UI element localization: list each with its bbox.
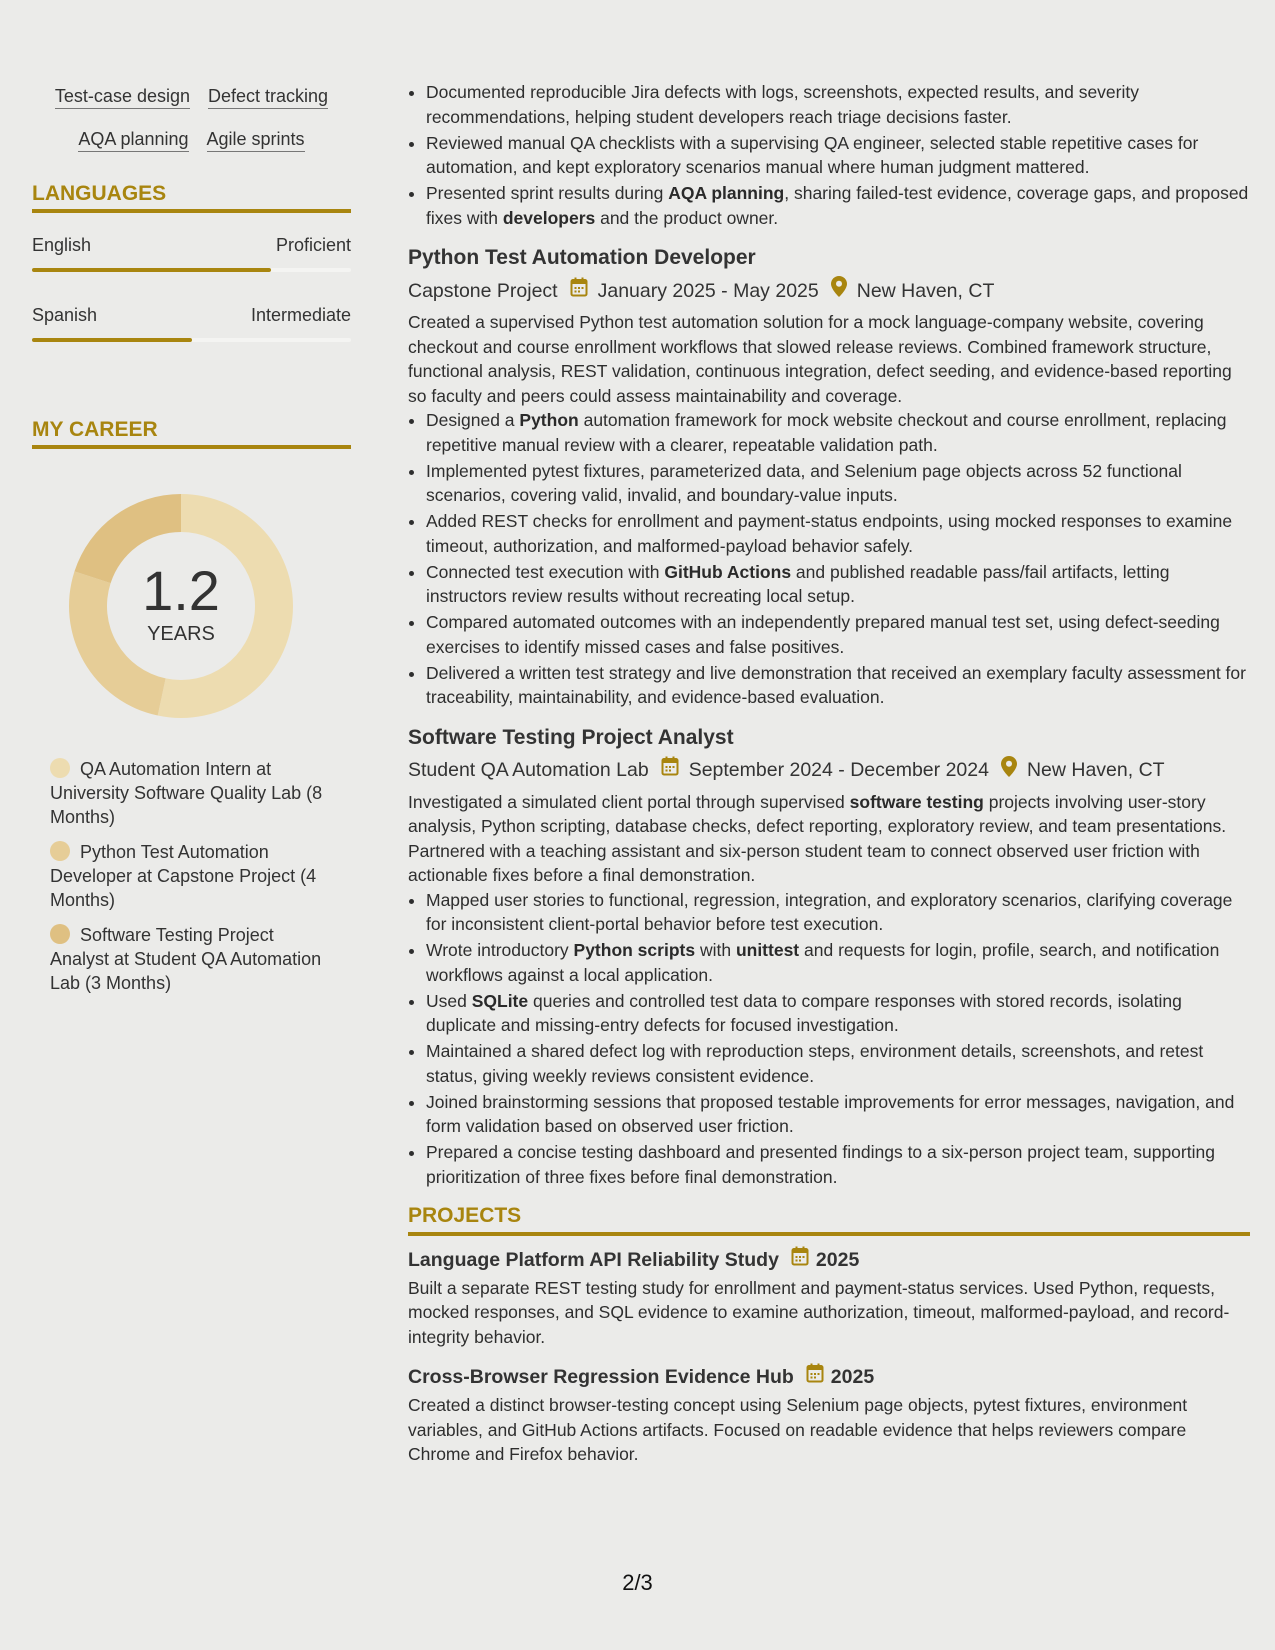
project-header bbox=[408, 1246, 1250, 1274]
projects-heading: PROJECTS bbox=[408, 1204, 1250, 1236]
legend-label: Software Testing Project Analyst at Student QA Automation Lab (3 Months) bbox=[50, 925, 322, 993]
calendar-icon bbox=[791, 1246, 809, 1274]
project-year: 2025 bbox=[815, 1248, 860, 1271]
language-bar bbox=[32, 268, 351, 272]
sidebar bbox=[32, 0, 351, 1006]
project-description: Built a separate REST testing study for enrollment and payment-status services. Used Python, requests, mocked responses, and SQL evidence to examine authorization, timeout, malformed-payload, and record-integrity behavior. bbox=[408, 1277, 1230, 1347]
job-company: Student QA Automation Lab bbox=[408, 759, 649, 781]
skill-tag: AQA planning bbox=[78, 129, 188, 152]
job-dates: September 2024 - December 2024 bbox=[688, 759, 989, 781]
language-bar-fill bbox=[32, 268, 271, 272]
skill-tag: Agile sprints bbox=[207, 129, 305, 152]
legend-dot bbox=[50, 841, 70, 861]
bullet-item: • Wrote introductory Python scripts with unittest and requests for login, profile, search, and notification workflows against a local application. bbox=[426, 938, 1250, 987]
bullet-item: • Presented sprint results during AQA planning, sharing failed-test evidence, coverage gaps, and proposed fixes with developers and the product owner. bbox=[426, 181, 1250, 230]
language-name: English bbox=[32, 235, 92, 255]
bullet-item: • Implemented pytest fixtures, parameterized data, and Selenium page objects across 52 functional scenarios, covering valid, invalid, and boundary-value inputs. bbox=[426, 459, 1250, 508]
bullet-item: • Documented reproducible Jira defects with logs, screenshots, expected results, and severity recommendations, helping student developers reach triage decisions faster. bbox=[426, 80, 1250, 129]
legend-label: Python Test Automation Developer at Capstone Project (4 Months) bbox=[50, 842, 317, 910]
calendar-icon bbox=[661, 756, 679, 784]
skills-list bbox=[32, 86, 351, 152]
language-item bbox=[32, 305, 351, 342]
bullet-item: • Mapped user stories to functional, regression, integration, and exploratory scenarios, clarifying coverage for inconsistent client-portal behavior before test execution. bbox=[426, 888, 1250, 937]
map-pin-icon bbox=[831, 276, 847, 305]
legend-dot bbox=[50, 758, 70, 778]
bullet-item: • Reviewed manual QA checklists with a supervising QA engineer, selected stable repetitive cases for automation, and kept exploratory scenarios manual where human judgment mattered. bbox=[426, 131, 1250, 180]
legend-dot bbox=[50, 924, 70, 944]
job-description: Investigated a simulated client portal through supervised software testing projects involving user-story analysis, Python scripting, database checks, defect reporting, exploratory review, and team presentations. Partnered with a teaching assistant and six-person student team to connect observed user friction with actionable fixes before a final demonstration. bbox=[408, 791, 1227, 885]
bullet-item: • Added REST checks for enrollment and payment-status endpoints, using mocked responses to examine timeout, authorization, and malformed-payload behavior safely. bbox=[426, 509, 1250, 558]
job-title: Software Testing Project Analyst bbox=[408, 725, 734, 749]
bullet-item: • Delivered a written test strategy and live demonstration that received an exemplary faculty assessment for traceability, maintainability, and evidence-based evaluation. bbox=[426, 661, 1250, 710]
language-item bbox=[32, 235, 351, 272]
job-meta bbox=[408, 756, 1250, 785]
job-entry bbox=[408, 724, 1250, 1190]
map-pin-icon bbox=[1001, 756, 1017, 785]
project-title: Cross-Browser Regression Evidence Hub bbox=[408, 1366, 794, 1388]
job-dates: January 2025 - May 2025 bbox=[597, 279, 819, 302]
career-total-value: 1.2 bbox=[142, 559, 220, 622]
bullet-item: • Connected test execution with GitHub Actions and published readable pass/fail artifacts, letting instructors review results without recreating local setup. bbox=[426, 560, 1250, 609]
bullet-item: • Compared automated outcomes with an independently prepared manual test set, using defect-seeding exercises to identify missed cases and false positives. bbox=[426, 610, 1250, 659]
skill-tag: Defect tracking bbox=[208, 86, 328, 109]
job-location: New Haven, CT bbox=[1026, 759, 1165, 781]
bullet-item: • Maintained a shared defect log with reproduction steps, environment details, screenshots, and retest status, giving weekly reviews consistent evidence. bbox=[426, 1039, 1250, 1088]
project-description: Created a distinct browser-testing concept using Selenium page objects, pytest fixtures, environment variables, and GitHub Actions artifacts. Focused on readable evidence that helps reviewers compare Chrome and Firefox behavior. bbox=[408, 1395, 1188, 1464]
language-bar-fill bbox=[32, 338, 192, 342]
calendar-icon bbox=[806, 1363, 824, 1391]
languages-heading: LANGUAGES bbox=[32, 182, 351, 213]
job-bullets bbox=[408, 888, 1250, 1190]
bullet-item: • Designed a Python automation framework for mock website checkout and course enrollment, replacing repetitive manual review with a clearer, repeatable validation path. bbox=[426, 408, 1250, 457]
legend-item bbox=[50, 840, 330, 912]
language-bar bbox=[32, 338, 351, 342]
project-entry bbox=[408, 1246, 1250, 1350]
project-title: Language Platform API Reliability Study bbox=[408, 1248, 779, 1271]
job-company: Capstone Project bbox=[408, 279, 558, 302]
career-legend bbox=[50, 757, 330, 995]
language-name: Spanish bbox=[32, 305, 98, 325]
job-description: Created a supervised Python test automation solution for a mock language-company website, covering checkout and course enrollment workflows that slowed release reviews. Combined framework structure, functional analysis, REST validation, continuous integration, defect seeding, and evidence-based reporting so faculty and peers could assess maintainability and coverage. bbox=[408, 312, 1232, 406]
legend-item bbox=[50, 757, 330, 829]
career-total bbox=[66, 491, 296, 721]
bullet-item: • Prepared a concise testing dashboard and presented findings to a six-person project team, supporting prioritization of three fixes before final demonstration. bbox=[426, 1140, 1250, 1189]
legend-label: QA Automation Intern at University Software Quality Lab (8 Months) bbox=[50, 759, 323, 827]
career-total-unit: YEARS bbox=[147, 623, 215, 645]
language-level: Intermediate bbox=[250, 305, 351, 325]
job-bullets bbox=[408, 408, 1250, 710]
experience-continued-bullets bbox=[408, 80, 1250, 230]
legend-item bbox=[50, 923, 330, 995]
main-content bbox=[408, 80, 1250, 1467]
skill-tag: Test-case design bbox=[55, 86, 190, 109]
project-entry bbox=[408, 1363, 1250, 1467]
project-year: 2025 bbox=[830, 1366, 875, 1388]
job-location: New Haven, CT bbox=[856, 279, 995, 302]
language-level: Proficient bbox=[275, 235, 351, 255]
career-donut-chart bbox=[66, 491, 296, 721]
job-title: Python Test Automation Developer bbox=[408, 246, 756, 269]
job-meta bbox=[408, 276, 1250, 305]
bullet-item: • Joined brainstorming sessions that proposed testable improvements for error messages, navigation, and form validation based on observed user friction. bbox=[426, 1090, 1250, 1139]
job-entry bbox=[408, 244, 1250, 710]
page-number: 2/3 bbox=[622, 1570, 653, 1595]
bullet-item: • Used SQLite queries and controlled test data to compare responses with stored records, isolating duplicate and missing-entry defects for focused investigation. bbox=[426, 989, 1250, 1038]
career-heading: MY CAREER bbox=[32, 418, 351, 449]
project-header bbox=[408, 1363, 1250, 1391]
calendar-icon bbox=[570, 277, 588, 305]
